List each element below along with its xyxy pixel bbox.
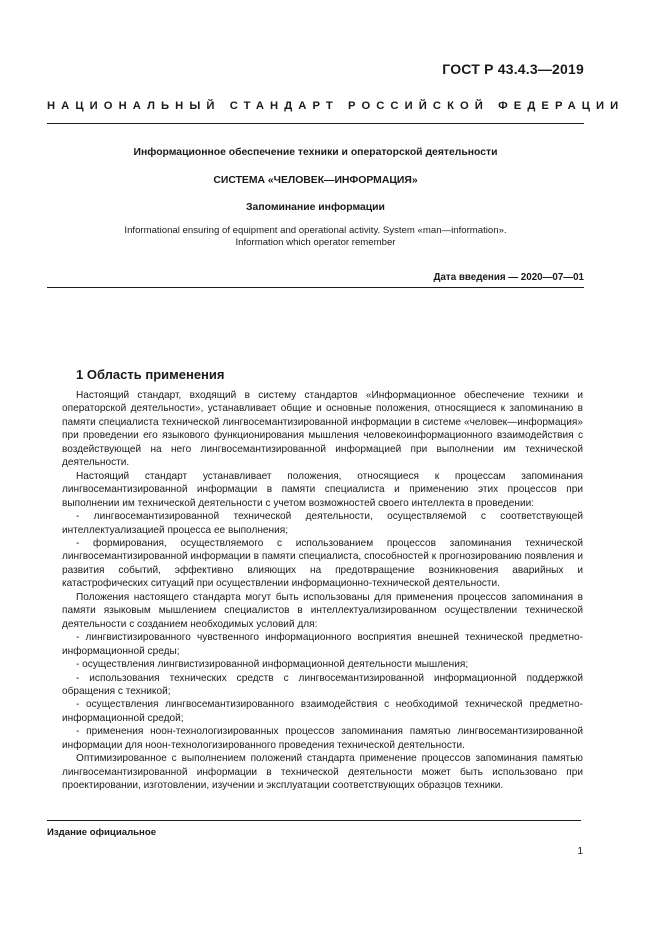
official-edition-label: Издание официальное [47,827,157,838]
footer-divider [47,820,581,821]
paragraph: Настоящий стандарт, входящий в систему стандартов «Информационное обеспечение техники и операторской деятельности», устанавливает общие и основные положения, относящиеся к запоминанию в памяти специалиста технической лингвосемантизированной информации в системе «человек—информация» при проведении его языкового функционирования мышления человекоинформационного взаимодействия с воздействующей на него лингвосемантизированной информацией при выполнении им технической деятельности. [62,390,583,469]
title-divider [47,287,584,288]
list-item: - применения ноон-технологизированных процессов запоминания памятью лингвосемантизированной информации для ноон-технологизированного проведения технической деятельности. [62,726,583,751]
list-item: - использования технических средств с лингвосемантизированной информационной поддержкой обращения с техникой; [62,672,583,697]
standard-title-line-1: Информационное обеспечение техники и операторской деятельности [133,147,498,158]
document-code: ГОСТ Р 43.4.3—2019 [442,61,584,77]
english-title [47,225,584,249]
paragraph: Настоящий стандарт устанавливает положения, относящиеся к процессам запоминания лингвосемантизированной информации в памяти специалиста и применению этих процессов при выполнении им технической деятельности с учетом возможностей своего интеллекта в проведении: [62,470,583,509]
paragraph: Оптимизированное с выполнением положений стандарта применение процессов запоминания памятью лингвосемантизированной информации в технической деятельности может быть использовано при проектировании, изготовлении, изучении и эксплуатации соответствующих образцов техники. [62,753,583,792]
standard-title-line-2: СИСТЕМА «ЧЕЛОВЕК—ИНФОРМАЦИЯ» [213,175,418,186]
list-item: - осуществления лингвистизированной информационной деятельности мышления; [76,659,469,671]
introduction-date: Дата введения — 2020—07—01 [433,272,584,283]
list-item: - формирования, осуществляемого с использованием процессов запоминания технической лингвосемантизированной информации в памяти специалиста, способностей к прогнозированию появления и развития событий, эффективно влияющих на предотвращение возникновения аварийных и катастрофических ситуаций при осуществлении информационно-технической деятельности. [62,537,583,590]
header-divider [47,123,584,124]
english-title-line-1: Informational ensuring of equipment and operational activity. System «man—information». [124,225,507,236]
section-heading: 1 Область применения [76,367,225,382]
list-item: - осуществления лингвосемантизированного взаимодействия с необходимой технической предметно-информационной средой; [62,699,583,724]
paragraph: Положения настоящего стандарта могут быть использованы для применения процессов запоминания в памяти языковым мышлением специалистов в интеллектуализированном осуществлении технической деятельности с созданием необходимых условий для: [62,591,583,630]
standard-title-line-3: Запоминание информации [246,202,385,213]
page-number: 1 [577,846,583,857]
english-title-line-2: Information which operator remember [235,237,396,248]
national-standard-heading: НАЦИОНАЛЬНЫЙ СТАНДАРТ РОССИЙСКОЙ ФЕДЕРАЦИИ [47,100,625,112]
list-item: - лингвистизированного чувственного информационного восприятия внешней технической предметно-информационной среды; [62,632,583,657]
list-item: - лингвосемантизированной технической деятельности, осуществляемой с соответствующей интеллектуализацией процесса ее выполнения; [62,511,583,536]
section-body [62,389,583,793]
